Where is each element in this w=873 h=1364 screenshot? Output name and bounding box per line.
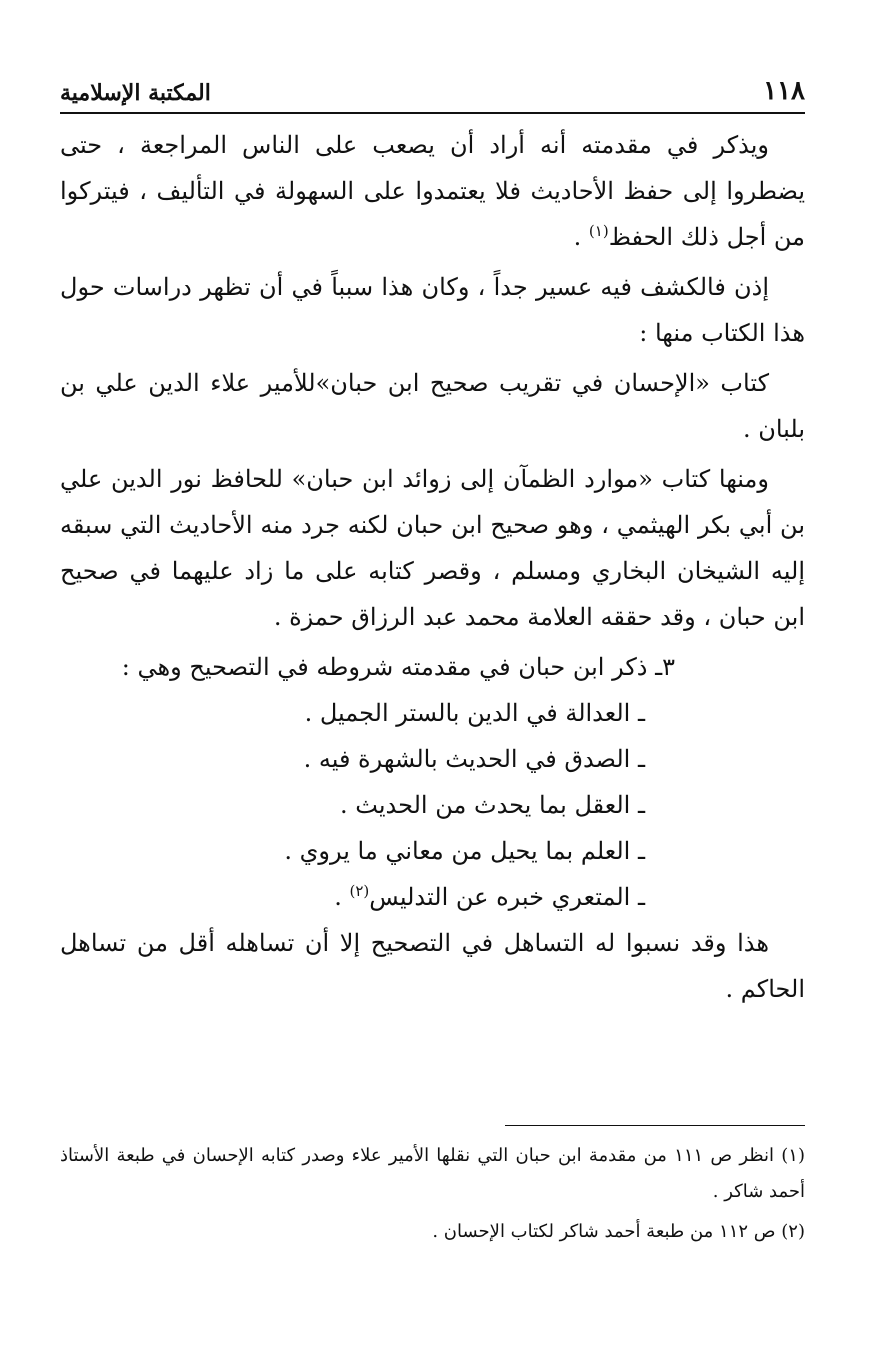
paragraph-1 bbox=[60, 122, 805, 260]
page-header bbox=[60, 70, 805, 114]
footnote-divider bbox=[505, 1125, 805, 1126]
condition-item bbox=[60, 874, 805, 920]
page-number: ١١٨ bbox=[763, 76, 805, 106]
paragraph-1-end: . bbox=[573, 223, 589, 251]
footnote-ref-1: (١) bbox=[588, 222, 609, 240]
footnotes bbox=[60, 1138, 805, 1254]
conditions-list bbox=[60, 644, 805, 920]
running-title: المكتبة الإسلامية bbox=[60, 80, 211, 106]
paragraph-2: إذن فالكشف فيه عسير جداً ، وكان هذا سبباً في أن تظهر دراسات حول هذا الكتاب منها : bbox=[60, 273, 805, 347]
condition-item: ـ الصدق في الحديث بالشهرة فيه . bbox=[303, 745, 645, 773]
condition-5-end: . bbox=[334, 883, 350, 911]
condition-5-text: ـ المتعري خبره عن التدليس bbox=[369, 883, 645, 911]
paragraph-4: ومنها كتاب «موارد الظمآن إلى زوائد ابن حبان» للحافظ نور الدين علي بن أبي بكر الهيثمي ، وهو صحيح ابن حبان لكنه جرد منه الأحاديث التي سبقه إليه الشيخان البخاري ومسلم ، وقصر كتابه على ما زاد عليهما في صحيح ابن حبان ، وقد حققه العلامة محمد عبد الرزاق حمزة . bbox=[60, 465, 805, 631]
point-3-heading: ٣ـ ذكر ابن حبان في مقدمته شروطه في التصحيح وهي : bbox=[121, 653, 675, 681]
footnote-1: (١) انظر ص ١١١ من مقدمة ابن حبان التي نقلها الأمير علاء وصدر كتابه الإحسان في طبعة الأستاذ أحمد شاكر . bbox=[60, 1145, 805, 1202]
paragraph-1-text: ويذكر في مقدمته أنه أراد أن يصعب على الناس المراجعة ، حتى يضطروا إلى حفظ الأحاديث فلا يعتمدوا على السهولة في التأليف ، فيتركوا من أجل ذلك الحفظ bbox=[60, 131, 805, 251]
condition-item: ـ العقل بما يحدث من الحديث . bbox=[340, 791, 645, 819]
footnote-ref-2: (٢) bbox=[349, 882, 370, 900]
condition-item: ـ العدالة في الدين بالستر الجميل . bbox=[304, 699, 645, 727]
footnote-2: (٢) ص ١١٢ من طبعة أحمد شاكر لكتاب الإحسان . bbox=[432, 1221, 805, 1242]
paragraph-3: كتاب «الإحسان في تقريب صحيح ابن حبان»للأمير علاء الدين علي بن بلبان . bbox=[60, 369, 805, 443]
main-text bbox=[60, 122, 805, 1016]
final-paragraph: هذا وقد نسبوا له التساهل في التصحيح إلا أن تساهله أقل من تساهل الحاكم . bbox=[60, 929, 805, 1003]
condition-item: ـ العلم بما يحيل من معاني ما يروي . bbox=[284, 837, 645, 865]
